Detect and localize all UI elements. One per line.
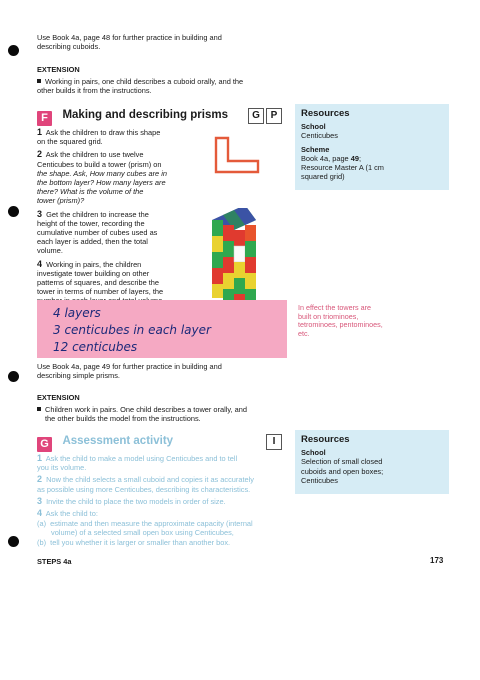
step-1: 1 Ask the children to draw this shape on the squared grid. (37, 127, 161, 147)
step-3: 3 Invite the child to place the two models in order of size. (37, 495, 226, 506)
side-note: In effect the towers are built on triominoes, tetrominoes, pentominoes, etc. (298, 303, 383, 338)
section-g-steps (37, 454, 287, 547)
step-1: 1 Ask the child to make a model using Centicubes and to tell you its volume. (37, 453, 238, 473)
resources-heading: Resources (301, 434, 350, 445)
extension-1: EXTENSION Working in pairs, one child describes a cuboid orally, and the other builds it from the instructions. (37, 65, 244, 96)
resources-heading: Resources (301, 108, 350, 119)
binder-hole-1 (8, 45, 19, 56)
step-4b: (b) tell you whether it is larger or smaller than another box. (37, 537, 231, 547)
tag-pairs: P (266, 108, 282, 124)
cube-tower-illustration (208, 208, 268, 306)
step-3: 3 Get the children to increase the height of the tower, recording the cumulative number of cubes used as each layer is added, then the total volume. (37, 208, 158, 256)
bullet-icon (37, 407, 41, 411)
top-text: Use Book 4a, page 48 for further practice in building and describing cuboids. (37, 33, 222, 52)
section-g-header (37, 434, 285, 452)
resources-panel-2: Resources School Selection of small closed cuboids and open boxes; Centicubes (295, 430, 449, 494)
tag-group: G (248, 108, 264, 124)
footer-left: STEPS 4a (37, 557, 72, 566)
binder-hole-3 (8, 371, 19, 382)
extension-heading: EXTENSION (37, 393, 80, 402)
step-2: 2 Ask the children to use twelve Centicubes to build a tower (prism) on the shape. Ask, How many cubes are in the bottom layer? How many layers are there? What is the volume of the tower (prism)? (37, 149, 167, 206)
binder-hole-4 (8, 536, 19, 547)
section-title: Assessment activity (62, 435, 174, 447)
bullet-icon (37, 79, 41, 83)
binder-hole-2 (8, 206, 19, 217)
step-4: 4 Ask the child to: (37, 508, 98, 519)
section-title: Making and describing prisms (62, 109, 228, 121)
tag-individual: I (266, 434, 282, 450)
extension-heading: EXTENSION (37, 65, 80, 74)
page-number: 173 (430, 556, 444, 565)
section-letter: F (37, 111, 52, 126)
step-2: 2 Now the child selects a small cuboid and copies it as accurately as possible using more Centicubes, describing its characteristics. (37, 474, 254, 494)
extension-2: EXTENSION Children work in pairs. One child describes a tower orally, and the other builds the model from the instructions. (37, 393, 247, 424)
section-f-steps (37, 128, 222, 306)
step-4a: (a) estimate and then measure the approximate capacity (internal volume) of a selected small open box using Centicubes, (37, 519, 253, 538)
section-letter: G (37, 437, 52, 452)
step-4: 4 Working in pairs, the children investigate tower building on other patterns of squares, and describe the tower in terms of number of layers, the (37, 258, 164, 297)
l-shape-illustration (212, 135, 264, 175)
handwriting-note: 4 layers 3 centicubes in each layer 12 centicubes (37, 300, 287, 358)
middle-text: Use Book 4a, page 49 for further practice in building and describing simple prisms. (37, 362, 222, 381)
resources-panel-1: Resources School Centicubes Scheme Book 4a, page 49; Resource Master A (1 cm squared grid) (295, 104, 449, 190)
